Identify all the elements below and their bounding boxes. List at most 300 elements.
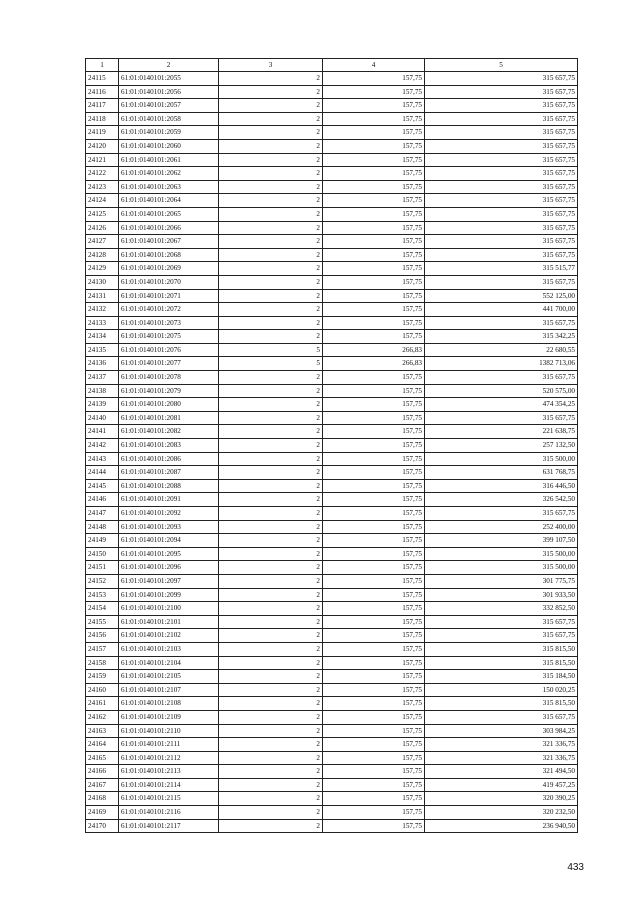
value-col-3-cell: 5 (219, 343, 323, 357)
table-row (86, 574, 578, 588)
cadastral-number-cell: 61:01:0140101:2109 (119, 710, 219, 724)
row-index-cell: 24145 (86, 479, 119, 493)
value-col-3-cell: 2 (219, 452, 323, 466)
table-row (86, 806, 578, 820)
table-header (86, 59, 578, 72)
header-col-2: 2 (119, 59, 219, 72)
cadastral-number-cell: 61:01:0140101:2056 (119, 85, 219, 99)
value-col-3-cell: 2 (219, 642, 323, 656)
table-row (86, 819, 578, 833)
table-row (86, 697, 578, 711)
table-row (86, 398, 578, 412)
value-col-5-cell: 315 657,75 (425, 221, 578, 235)
value-col-4-cell: 157,75 (323, 778, 425, 792)
row-index-cell: 24150 (86, 547, 119, 561)
row-index-cell: 24125 (86, 207, 119, 221)
value-col-4-cell: 157,75 (323, 561, 425, 575)
value-col-3-cell: 2 (219, 629, 323, 643)
row-index-cell: 24129 (86, 262, 119, 276)
header-col-5: 5 (425, 59, 578, 72)
row-index-cell: 24147 (86, 507, 119, 521)
row-index-cell: 24142 (86, 439, 119, 453)
row-index-cell: 24154 (86, 602, 119, 616)
table-row (86, 778, 578, 792)
value-col-4-cell: 157,75 (323, 303, 425, 317)
cadastral-number-cell: 61:01:0140101:2055 (119, 72, 219, 86)
table-row (86, 262, 578, 276)
row-index-cell: 24132 (86, 303, 119, 317)
cadastral-number-cell: 61:01:0140101:2101 (119, 615, 219, 629)
row-index-cell: 24157 (86, 642, 119, 656)
value-col-5-cell: 474 354,25 (425, 398, 578, 412)
value-col-5-cell: 315 657,75 (425, 99, 578, 113)
value-col-3-cell: 2 (219, 371, 323, 385)
cadastral-number-cell: 61:01:0140101:2072 (119, 303, 219, 317)
table-row (86, 303, 578, 317)
table-row (86, 561, 578, 575)
value-col-4-cell: 157,75 (323, 371, 425, 385)
value-col-4-cell: 157,75 (323, 425, 425, 439)
value-col-5-cell: 419 457,25 (425, 778, 578, 792)
value-col-5-cell: 315 500,00 (425, 547, 578, 561)
value-col-4-cell: 157,75 (323, 275, 425, 289)
value-col-4-cell: 157,75 (323, 411, 425, 425)
value-col-3-cell: 2 (219, 493, 323, 507)
value-col-4-cell: 157,75 (323, 751, 425, 765)
table-row (86, 235, 578, 249)
row-index-cell: 24126 (86, 221, 119, 235)
table-row (86, 316, 578, 330)
row-index-cell: 24168 (86, 792, 119, 806)
value-col-5-cell: 315 657,75 (425, 72, 578, 86)
value-col-5-cell: 315 184,50 (425, 670, 578, 684)
value-col-5-cell: 315 500,00 (425, 452, 578, 466)
value-col-5-cell: 315 657,75 (425, 507, 578, 521)
value-col-3-cell: 2 (219, 806, 323, 820)
table-row (86, 670, 578, 684)
value-col-5-cell: 315 657,75 (425, 194, 578, 208)
value-col-5-cell: 315 815,50 (425, 642, 578, 656)
cadastral-number-cell: 61:01:0140101:2088 (119, 479, 219, 493)
value-col-5-cell: 315 657,75 (425, 167, 578, 181)
value-col-3-cell: 2 (219, 72, 323, 86)
value-col-5-cell: 399 107,50 (425, 534, 578, 548)
value-col-3-cell: 2 (219, 615, 323, 629)
table-row (86, 275, 578, 289)
cadastral-number-cell: 61:01:0140101:2073 (119, 316, 219, 330)
value-col-5-cell: 315 657,75 (425, 126, 578, 140)
value-col-4-cell: 266,83 (323, 357, 425, 371)
value-col-4-cell: 157,75 (323, 262, 425, 276)
table-row (86, 425, 578, 439)
row-index-cell: 24148 (86, 520, 119, 534)
value-col-3-cell: 2 (219, 507, 323, 521)
value-col-3-cell: 2 (219, 724, 323, 738)
value-col-4-cell: 157,75 (323, 724, 425, 738)
row-index-cell: 24166 (86, 765, 119, 779)
value-col-5-cell: 321 336,75 (425, 751, 578, 765)
value-col-5-cell: 320 390,25 (425, 792, 578, 806)
cadastral-number-cell: 61:01:0140101:2113 (119, 765, 219, 779)
value-col-3-cell: 2 (219, 819, 323, 833)
row-index-cell: 24161 (86, 697, 119, 711)
value-col-4-cell: 157,75 (323, 112, 425, 126)
value-col-5-cell: 315 657,75 (425, 235, 578, 249)
row-index-cell: 24165 (86, 751, 119, 765)
value-col-4-cell: 157,75 (323, 153, 425, 167)
value-col-5-cell: 320 232,50 (425, 806, 578, 820)
value-col-5-cell: 301 933,50 (425, 588, 578, 602)
header-col-1: 1 (86, 59, 119, 72)
row-index-cell: 24120 (86, 139, 119, 153)
value-col-4-cell: 157,75 (323, 547, 425, 561)
cadastral-number-cell: 61:01:0140101:2105 (119, 670, 219, 684)
cadastral-number-cell: 61:01:0140101:2095 (119, 547, 219, 561)
value-col-3-cell: 2 (219, 262, 323, 276)
value-col-3-cell: 2 (219, 411, 323, 425)
value-col-5-cell: 315 342,25 (425, 330, 578, 344)
value-col-5-cell: 257 132,50 (425, 439, 578, 453)
table-row (86, 588, 578, 602)
value-col-3-cell: 2 (219, 303, 323, 317)
cadastral-number-cell: 61:01:0140101:2080 (119, 398, 219, 412)
value-col-4-cell: 157,75 (323, 642, 425, 656)
value-col-4-cell: 157,75 (323, 520, 425, 534)
value-col-3-cell: 2 (219, 398, 323, 412)
value-col-4-cell: 157,75 (323, 167, 425, 181)
table-row (86, 167, 578, 181)
value-col-4-cell: 157,75 (323, 85, 425, 99)
value-col-5-cell: 315 657,75 (425, 180, 578, 194)
value-col-3-cell: 2 (219, 221, 323, 235)
row-index-cell: 24136 (86, 357, 119, 371)
value-col-5-cell: 315 657,75 (425, 248, 578, 262)
table-row (86, 602, 578, 616)
value-col-5-cell: 22 680,55 (425, 343, 578, 357)
value-col-4-cell: 157,75 (323, 248, 425, 262)
value-col-5-cell: 315 657,75 (425, 371, 578, 385)
value-col-4-cell: 157,75 (323, 819, 425, 833)
row-index-cell: 24139 (86, 398, 119, 412)
row-index-cell: 24124 (86, 194, 119, 208)
row-index-cell: 24135 (86, 343, 119, 357)
row-index-cell: 24163 (86, 724, 119, 738)
value-col-5-cell: 303 984,25 (425, 724, 578, 738)
cadastral-number-cell: 61:01:0140101:2087 (119, 466, 219, 480)
row-index-cell: 24140 (86, 411, 119, 425)
cadastral-number-cell: 61:01:0140101:2100 (119, 602, 219, 616)
value-col-4-cell: 157,75 (323, 452, 425, 466)
cadastral-number-cell: 61:01:0140101:2112 (119, 751, 219, 765)
cadastral-number-cell: 61:01:0140101:2102 (119, 629, 219, 643)
value-col-4-cell: 157,75 (323, 534, 425, 548)
value-col-3-cell: 2 (219, 574, 323, 588)
cadastral-number-cell: 61:01:0140101:2094 (119, 534, 219, 548)
table-row (86, 520, 578, 534)
table-row (86, 126, 578, 140)
table-row (86, 207, 578, 221)
value-col-3-cell: 2 (219, 479, 323, 493)
value-col-5-cell: 315 500,00 (425, 561, 578, 575)
table-row (86, 507, 578, 521)
row-index-cell: 24153 (86, 588, 119, 602)
value-col-5-cell: 315 657,75 (425, 139, 578, 153)
row-index-cell: 24162 (86, 710, 119, 724)
row-index-cell: 24127 (86, 235, 119, 249)
value-col-4-cell: 157,75 (323, 289, 425, 303)
cadastral-number-cell: 61:01:0140101:2067 (119, 235, 219, 249)
cadastral-number-cell: 61:01:0140101:2110 (119, 724, 219, 738)
header-row (86, 59, 578, 72)
value-col-5-cell: 316 446,50 (425, 479, 578, 493)
value-col-3-cell: 2 (219, 180, 323, 194)
value-col-3-cell: 2 (219, 602, 323, 616)
cadastral-number-cell: 61:01:0140101:2097 (119, 574, 219, 588)
row-index-cell: 24128 (86, 248, 119, 262)
value-col-3-cell: 2 (219, 439, 323, 453)
value-col-5-cell: 221 638,75 (425, 425, 578, 439)
table-row (86, 656, 578, 670)
value-col-3-cell: 2 (219, 112, 323, 126)
value-col-5-cell: 321 494,50 (425, 765, 578, 779)
cadastral-number-cell: 61:01:0140101:2070 (119, 275, 219, 289)
row-index-cell: 24131 (86, 289, 119, 303)
cadastral-number-cell: 61:01:0140101:2086 (119, 452, 219, 466)
table-row (86, 615, 578, 629)
value-col-4-cell: 157,75 (323, 806, 425, 820)
table-row (86, 112, 578, 126)
value-col-4-cell: 157,75 (323, 697, 425, 711)
value-col-3-cell: 5 (219, 357, 323, 371)
row-index-cell: 24137 (86, 371, 119, 385)
table-row (86, 139, 578, 153)
value-col-5-cell: 315 657,75 (425, 411, 578, 425)
cadastral-number-cell: 61:01:0140101:2096 (119, 561, 219, 575)
value-col-3-cell: 2 (219, 85, 323, 99)
value-col-5-cell: 315 657,75 (425, 85, 578, 99)
row-index-cell: 24141 (86, 425, 119, 439)
row-index-cell: 24121 (86, 153, 119, 167)
value-col-5-cell: 252 400,00 (425, 520, 578, 534)
cadastral-number-cell: 61:01:0140101:2060 (119, 139, 219, 153)
cadastral-number-cell: 61:01:0140101:2083 (119, 439, 219, 453)
value-col-5-cell: 321 336,75 (425, 738, 578, 752)
cadastral-number-cell: 61:01:0140101:2077 (119, 357, 219, 371)
table-row (86, 751, 578, 765)
cadastral-number-cell: 61:01:0140101:2103 (119, 642, 219, 656)
cadastral-number-cell: 61:01:0140101:2079 (119, 384, 219, 398)
value-col-4-cell: 157,75 (323, 615, 425, 629)
row-index-cell: 24167 (86, 778, 119, 792)
value-col-4-cell: 157,75 (323, 72, 425, 86)
value-col-4-cell: 157,75 (323, 710, 425, 724)
value-col-3-cell: 2 (219, 425, 323, 439)
value-col-4-cell: 157,75 (323, 207, 425, 221)
cadastral-number-cell: 61:01:0140101:2063 (119, 180, 219, 194)
value-col-4-cell: 157,75 (323, 493, 425, 507)
value-col-5-cell: 631 768,75 (425, 466, 578, 480)
row-index-cell: 24117 (86, 99, 119, 113)
value-col-4-cell: 157,75 (323, 221, 425, 235)
table-row (86, 384, 578, 398)
row-index-cell: 24151 (86, 561, 119, 575)
cadastral-number-cell: 61:01:0140101:2108 (119, 697, 219, 711)
table-row (86, 493, 578, 507)
value-col-4-cell: 157,75 (323, 738, 425, 752)
cadastral-number-cell: 61:01:0140101:2059 (119, 126, 219, 140)
value-col-4-cell: 157,75 (323, 656, 425, 670)
row-index-cell: 24118 (86, 112, 119, 126)
row-index-cell: 24164 (86, 738, 119, 752)
row-index-cell: 24116 (86, 85, 119, 99)
value-col-3-cell: 2 (219, 751, 323, 765)
value-col-5-cell: 315 657,75 (425, 615, 578, 629)
value-col-4-cell: 157,75 (323, 330, 425, 344)
value-col-3-cell: 2 (219, 466, 323, 480)
table-row (86, 479, 578, 493)
row-index-cell: 24158 (86, 656, 119, 670)
value-col-5-cell: 315 657,75 (425, 629, 578, 643)
value-col-4-cell: 157,75 (323, 139, 425, 153)
data-table (85, 58, 578, 833)
value-col-5-cell: 552 125,00 (425, 289, 578, 303)
value-col-3-cell: 2 (219, 248, 323, 262)
cadastral-number-cell: 61:01:0140101:2104 (119, 656, 219, 670)
page-number: 433 (567, 862, 584, 873)
value-col-5-cell: 326 542,50 (425, 493, 578, 507)
value-col-4-cell: 157,75 (323, 602, 425, 616)
cadastral-number-cell: 61:01:0140101:2058 (119, 112, 219, 126)
cadastral-number-cell: 61:01:0140101:2093 (119, 520, 219, 534)
row-index-cell: 24159 (86, 670, 119, 684)
table-row (86, 738, 578, 752)
cadastral-number-cell: 61:01:0140101:2062 (119, 167, 219, 181)
value-col-5-cell: 315 657,75 (425, 207, 578, 221)
cadastral-number-cell: 61:01:0140101:2107 (119, 683, 219, 697)
value-col-3-cell: 2 (219, 153, 323, 167)
value-col-3-cell: 2 (219, 670, 323, 684)
value-col-3-cell: 2 (219, 316, 323, 330)
value-col-3-cell: 2 (219, 330, 323, 344)
value-col-3-cell: 2 (219, 738, 323, 752)
table-row (86, 180, 578, 194)
value-col-3-cell: 2 (219, 547, 323, 561)
table-row (86, 439, 578, 453)
value-col-3-cell: 2 (219, 765, 323, 779)
value-col-3-cell: 2 (219, 167, 323, 181)
table-row (86, 710, 578, 724)
table-row (86, 765, 578, 779)
value-col-3-cell: 2 (219, 588, 323, 602)
cadastral-number-cell: 61:01:0140101:2076 (119, 343, 219, 357)
cadastral-number-cell: 61:01:0140101:2057 (119, 99, 219, 113)
table-row (86, 330, 578, 344)
value-col-5-cell: 315 657,75 (425, 316, 578, 330)
value-col-5-cell: 332 852,50 (425, 602, 578, 616)
cadastral-number-cell: 61:01:0140101:2078 (119, 371, 219, 385)
value-col-5-cell: 315 657,75 (425, 275, 578, 289)
row-index-cell: 24138 (86, 384, 119, 398)
row-index-cell: 24155 (86, 615, 119, 629)
row-index-cell: 24160 (86, 683, 119, 697)
value-col-4-cell: 157,75 (323, 194, 425, 208)
cadastral-number-cell: 61:01:0140101:2075 (119, 330, 219, 344)
value-col-4-cell: 157,75 (323, 180, 425, 194)
row-index-cell: 24144 (86, 466, 119, 480)
cadastral-number-cell: 61:01:0140101:2065 (119, 207, 219, 221)
value-col-4-cell: 157,75 (323, 765, 425, 779)
table-row (86, 72, 578, 86)
table-row (86, 99, 578, 113)
row-index-cell: 24169 (86, 806, 119, 820)
value-col-3-cell: 2 (219, 683, 323, 697)
value-col-4-cell: 157,75 (323, 126, 425, 140)
value-col-3-cell: 2 (219, 99, 323, 113)
value-col-4-cell: 157,75 (323, 792, 425, 806)
table-row (86, 194, 578, 208)
cadastral-number-cell: 61:01:0140101:2099 (119, 588, 219, 602)
value-col-4-cell: 157,75 (323, 384, 425, 398)
table-row (86, 343, 578, 357)
cadastral-number-cell: 61:01:0140101:2068 (119, 248, 219, 262)
row-index-cell: 24152 (86, 574, 119, 588)
value-col-5-cell: 150 020,25 (425, 683, 578, 697)
value-col-3-cell: 2 (219, 207, 323, 221)
value-col-5-cell: 315 815,50 (425, 697, 578, 711)
cadastral-number-cell: 61:01:0140101:2061 (119, 153, 219, 167)
table-row (86, 547, 578, 561)
table-row (86, 452, 578, 466)
value-col-4-cell: 157,75 (323, 479, 425, 493)
value-col-5-cell: 315 515,77 (425, 262, 578, 276)
value-col-3-cell: 2 (219, 275, 323, 289)
table-row (86, 466, 578, 480)
cadastral-number-cell: 61:01:0140101:2064 (119, 194, 219, 208)
value-col-3-cell: 2 (219, 778, 323, 792)
table-row (86, 411, 578, 425)
value-col-5-cell: 315 657,75 (425, 112, 578, 126)
cadastral-number-cell: 61:01:0140101:2091 (119, 493, 219, 507)
value-col-4-cell: 266,83 (323, 343, 425, 357)
value-col-4-cell: 157,75 (323, 99, 425, 113)
value-col-5-cell: 236 940,50 (425, 819, 578, 833)
header-col-4: 4 (323, 59, 425, 72)
table-row (86, 792, 578, 806)
value-col-4-cell: 157,75 (323, 588, 425, 602)
table-row (86, 85, 578, 99)
table-row (86, 724, 578, 738)
value-col-4-cell: 157,75 (323, 466, 425, 480)
value-col-5-cell: 315 657,75 (425, 153, 578, 167)
row-index-cell: 24119 (86, 126, 119, 140)
value-col-3-cell: 2 (219, 561, 323, 575)
header-col-3: 3 (219, 59, 323, 72)
value-col-4-cell: 157,75 (323, 398, 425, 412)
table-row (86, 357, 578, 371)
row-index-cell: 24143 (86, 452, 119, 466)
table-row (86, 371, 578, 385)
value-col-5-cell: 1382 713,06 (425, 357, 578, 371)
table-row (86, 534, 578, 548)
value-col-3-cell: 2 (219, 235, 323, 249)
cadastral-number-cell: 61:01:0140101:2069 (119, 262, 219, 276)
table-row (86, 153, 578, 167)
row-index-cell: 24146 (86, 493, 119, 507)
value-col-3-cell: 2 (219, 792, 323, 806)
value-col-4-cell: 157,75 (323, 574, 425, 588)
table-row (86, 248, 578, 262)
row-index-cell: 24133 (86, 316, 119, 330)
